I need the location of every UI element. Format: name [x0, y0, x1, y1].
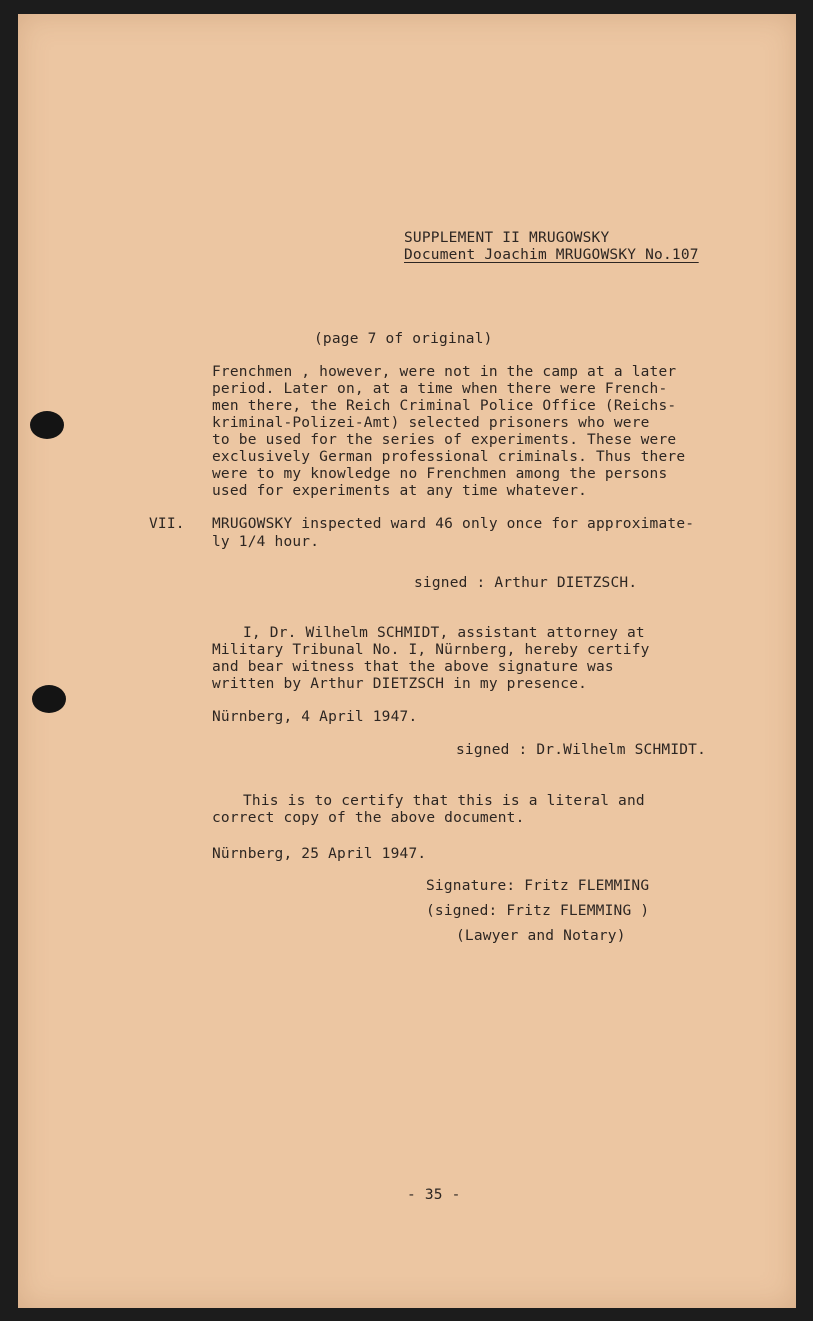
punch-hole	[32, 685, 66, 713]
paragraph-line: kriminal-Polizei-Amt) selected prisoners who were	[212, 415, 650, 431]
certification-line: I, Dr. Wilhelm SCHMIDT, assistant attorney at	[243, 625, 645, 641]
paragraph-line: period. Later on, at a time when there were French-	[212, 381, 668, 397]
signature-schmidt: signed : Dr.Wilhelm SCHMIDT.	[456, 742, 707, 758]
section-line: ly 1/4 hour.	[212, 534, 320, 550]
header-document-ref: Document Joachim MRUGOWSKY No.107	[404, 247, 699, 263]
date-line: Nürnberg, 25 April 1947.	[212, 846, 427, 862]
page-reference: (page 7 of original)	[314, 331, 493, 347]
section-number: VII.	[149, 516, 185, 532]
date-line: Nürnberg, 4 April 1947.	[212, 709, 418, 725]
certification-line: correct copy of the above document.	[212, 810, 525, 826]
header-title: SUPPLEMENT II MRUGOWSKY	[404, 230, 610, 246]
paragraph-line: to be used for the series of experiments. These were	[212, 432, 677, 448]
page-number: - 35 -	[407, 1187, 461, 1203]
certification-line: and bear witness that the above signature was	[212, 659, 614, 675]
signature-flemming-signed: (signed: Fritz FLEMMING )	[426, 903, 650, 919]
certification-line: written by Arthur DIETZSCH in my presence.	[212, 676, 588, 692]
certification-line: This is to certify that this is a literal and	[243, 793, 645, 809]
notary-title: (Lawyer and Notary)	[456, 928, 626, 944]
section-line: MRUGOWSKY inspected ward 46 only once for approximate-	[212, 516, 695, 532]
paragraph-line: men there, the Reich Criminal Police Office (Reichs-	[212, 398, 677, 414]
paragraph-line: Frenchmen , however, were not in the camp at a later	[212, 364, 677, 380]
paragraph-line: were to my knowledge no Frenchmen among the persons	[212, 466, 668, 482]
paragraph-line: used for experiments at any time whatever.	[212, 483, 588, 499]
signature-dietzsch: signed : Arthur DIETZSCH.	[414, 575, 638, 591]
punch-hole	[30, 411, 64, 439]
signature-flemming: Signature: Fritz FLEMMING	[426, 878, 650, 894]
paragraph-line: exclusively German professional criminals. Thus there	[212, 449, 686, 465]
certification-line: Military Tribunal No. I, Nürnberg, hereby certify	[212, 642, 650, 658]
